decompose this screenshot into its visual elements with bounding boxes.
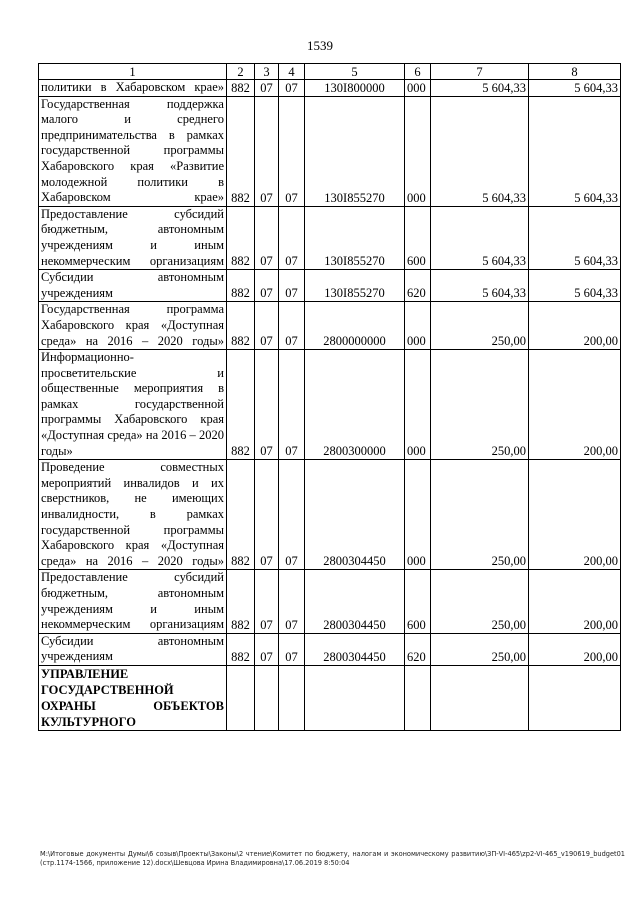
subsection-code: 07 bbox=[279, 350, 305, 460]
expense-type-code: 000 bbox=[405, 460, 431, 570]
amount-year-2: 5 604,33 bbox=[529, 270, 621, 302]
expense-type-code: 620 bbox=[405, 633, 431, 665]
table-row bbox=[39, 80, 621, 97]
column-header: 1 bbox=[39, 64, 227, 80]
section-code: 07 bbox=[255, 80, 279, 97]
target-article-code: 130I855270 bbox=[305, 206, 405, 269]
table-header-row bbox=[39, 64, 621, 80]
section-code: 07 bbox=[255, 570, 279, 633]
subsection-code: 07 bbox=[279, 460, 305, 570]
expense-type-code: 000 bbox=[405, 96, 431, 206]
row-name: Субсидии автономным учреждениям bbox=[39, 633, 227, 665]
section-code: 07 bbox=[255, 270, 279, 302]
department-name: УПРАВЛЕНИЕ ГОСУДАРСТВЕННОЙ ОХРАНЫ ОБЪЕКТОВ КУЛЬТУРНОГО bbox=[39, 665, 227, 730]
table-row bbox=[39, 350, 621, 460]
column-header: 4 bbox=[279, 64, 305, 80]
ministry-code: 882 bbox=[227, 633, 255, 665]
amount-year-1: 5 604,33 bbox=[431, 80, 529, 97]
empty-cell bbox=[305, 665, 405, 730]
target-article-code: 2800304450 bbox=[305, 570, 405, 633]
row-name: политики в Хабаровском крае» bbox=[39, 80, 227, 97]
subsection-code: 07 bbox=[279, 270, 305, 302]
expense-type-code: 620 bbox=[405, 270, 431, 302]
document-path-footer: M:\Итоговые документы Думы\6 созыв\Проекты\Законы\2 чтение\Комитет по бюджету, налогам и экономическому развитию\ЗП-VI-465\zp2-VI-465_v190619_budget01 (стр.1174-1566, приложение 12).docx\Шевцова Ирина Владимировна\17.06.2019 8:50:04 bbox=[40, 850, 625, 867]
empty-cell bbox=[529, 665, 621, 730]
amount-year-2: 5 604,33 bbox=[529, 206, 621, 269]
empty-cell bbox=[227, 665, 255, 730]
table-row bbox=[39, 460, 621, 570]
table-row bbox=[39, 96, 621, 206]
target-article-code: 2800000000 bbox=[305, 302, 405, 350]
row-name: Субсидии автономным учреждениям bbox=[39, 270, 227, 302]
section-code: 07 bbox=[255, 350, 279, 460]
expense-type-code: 600 bbox=[405, 570, 431, 633]
amount-year-1: 250,00 bbox=[431, 302, 529, 350]
ministry-code: 882 bbox=[227, 80, 255, 97]
expense-type-code: 000 bbox=[405, 302, 431, 350]
table-row-department bbox=[39, 665, 621, 730]
amount-year-2: 5 604,33 bbox=[529, 96, 621, 206]
target-article-code: 130I800000 bbox=[305, 80, 405, 97]
amount-year-2: 200,00 bbox=[529, 460, 621, 570]
table-row bbox=[39, 570, 621, 633]
table-row bbox=[39, 302, 621, 350]
amount-year-1: 250,00 bbox=[431, 570, 529, 633]
ministry-code: 882 bbox=[227, 570, 255, 633]
ministry-code: 882 bbox=[227, 302, 255, 350]
subsection-code: 07 bbox=[279, 633, 305, 665]
column-header: 7 bbox=[431, 64, 529, 80]
expense-type-code: 600 bbox=[405, 206, 431, 269]
table-row bbox=[39, 633, 621, 665]
column-header: 5 bbox=[305, 64, 405, 80]
amount-year-1: 250,00 bbox=[431, 633, 529, 665]
row-name: Предоставление субсидий бюджетным, автономным учреждениям и иным некоммерческим организациям bbox=[39, 206, 227, 269]
target-article-code: 2800304450 bbox=[305, 460, 405, 570]
subsection-code: 07 bbox=[279, 302, 305, 350]
target-article-code: 2800300000 bbox=[305, 350, 405, 460]
subsection-code: 07 bbox=[279, 570, 305, 633]
subsection-code: 07 bbox=[279, 96, 305, 206]
section-code: 07 bbox=[255, 633, 279, 665]
ministry-code: 882 bbox=[227, 96, 255, 206]
amount-year-1: 5 604,33 bbox=[431, 270, 529, 302]
section-code: 07 bbox=[255, 302, 279, 350]
expense-type-code: 000 bbox=[405, 350, 431, 460]
table-row bbox=[39, 270, 621, 302]
section-code: 07 bbox=[255, 460, 279, 570]
row-name: Государственная поддержка малого и среднего предпринимательства в рамках государственной программы Хабаровского края «Развитие молодежной политики в Хабаровском крае» bbox=[39, 96, 227, 206]
expense-type-code: 000 bbox=[405, 80, 431, 97]
section-code: 07 bbox=[255, 96, 279, 206]
column-header: 6 bbox=[405, 64, 431, 80]
amount-year-2: 200,00 bbox=[529, 570, 621, 633]
column-header: 2 bbox=[227, 64, 255, 80]
empty-cell bbox=[255, 665, 279, 730]
amount-year-1: 5 604,33 bbox=[431, 206, 529, 269]
amount-year-1: 250,00 bbox=[431, 460, 529, 570]
empty-cell bbox=[431, 665, 529, 730]
empty-cell bbox=[279, 665, 305, 730]
subsection-code: 07 bbox=[279, 206, 305, 269]
ministry-code: 882 bbox=[227, 460, 255, 570]
amount-year-2: 200,00 bbox=[529, 633, 621, 665]
row-name: Предоставление субсидий бюджетным, автономным учреждениям и иным некоммерческим организациям bbox=[39, 570, 227, 633]
table-row bbox=[39, 206, 621, 269]
row-name: Государственная программа Хабаровского края «Доступная среда» на 2016 – 2020 годы» bbox=[39, 302, 227, 350]
column-header: 3 bbox=[255, 64, 279, 80]
row-name: Проведение совместных мероприятий инвалидов и их сверстников, не имеющих инвалидности, в рамках государственной программы Хабаровского края «Доступная среда» на 2016 – 2020 годы» bbox=[39, 460, 227, 570]
ministry-code: 882 bbox=[227, 350, 255, 460]
row-name: Информационно-просветительские и общественные мероприятия в рамках государственной программы Хабаровского края «Доступная среда» на 2016 – 2020 годы» bbox=[39, 350, 227, 460]
amount-year-1: 250,00 bbox=[431, 350, 529, 460]
amount-year-2: 200,00 bbox=[529, 350, 621, 460]
amount-year-2: 200,00 bbox=[529, 302, 621, 350]
empty-cell bbox=[405, 665, 431, 730]
column-header: 8 bbox=[529, 64, 621, 80]
ministry-code: 882 bbox=[227, 206, 255, 269]
target-article-code: 130I855270 bbox=[305, 96, 405, 206]
ministry-code: 882 bbox=[227, 270, 255, 302]
section-code: 07 bbox=[255, 206, 279, 269]
amount-year-2: 5 604,33 bbox=[529, 80, 621, 97]
target-article-code: 2800304450 bbox=[305, 633, 405, 665]
budget-table bbox=[38, 63, 621, 731]
subsection-code: 07 bbox=[279, 80, 305, 97]
target-article-code: 130I855270 bbox=[305, 270, 405, 302]
page-number: 1539 bbox=[307, 38, 333, 53]
amount-year-1: 5 604,33 bbox=[431, 96, 529, 206]
